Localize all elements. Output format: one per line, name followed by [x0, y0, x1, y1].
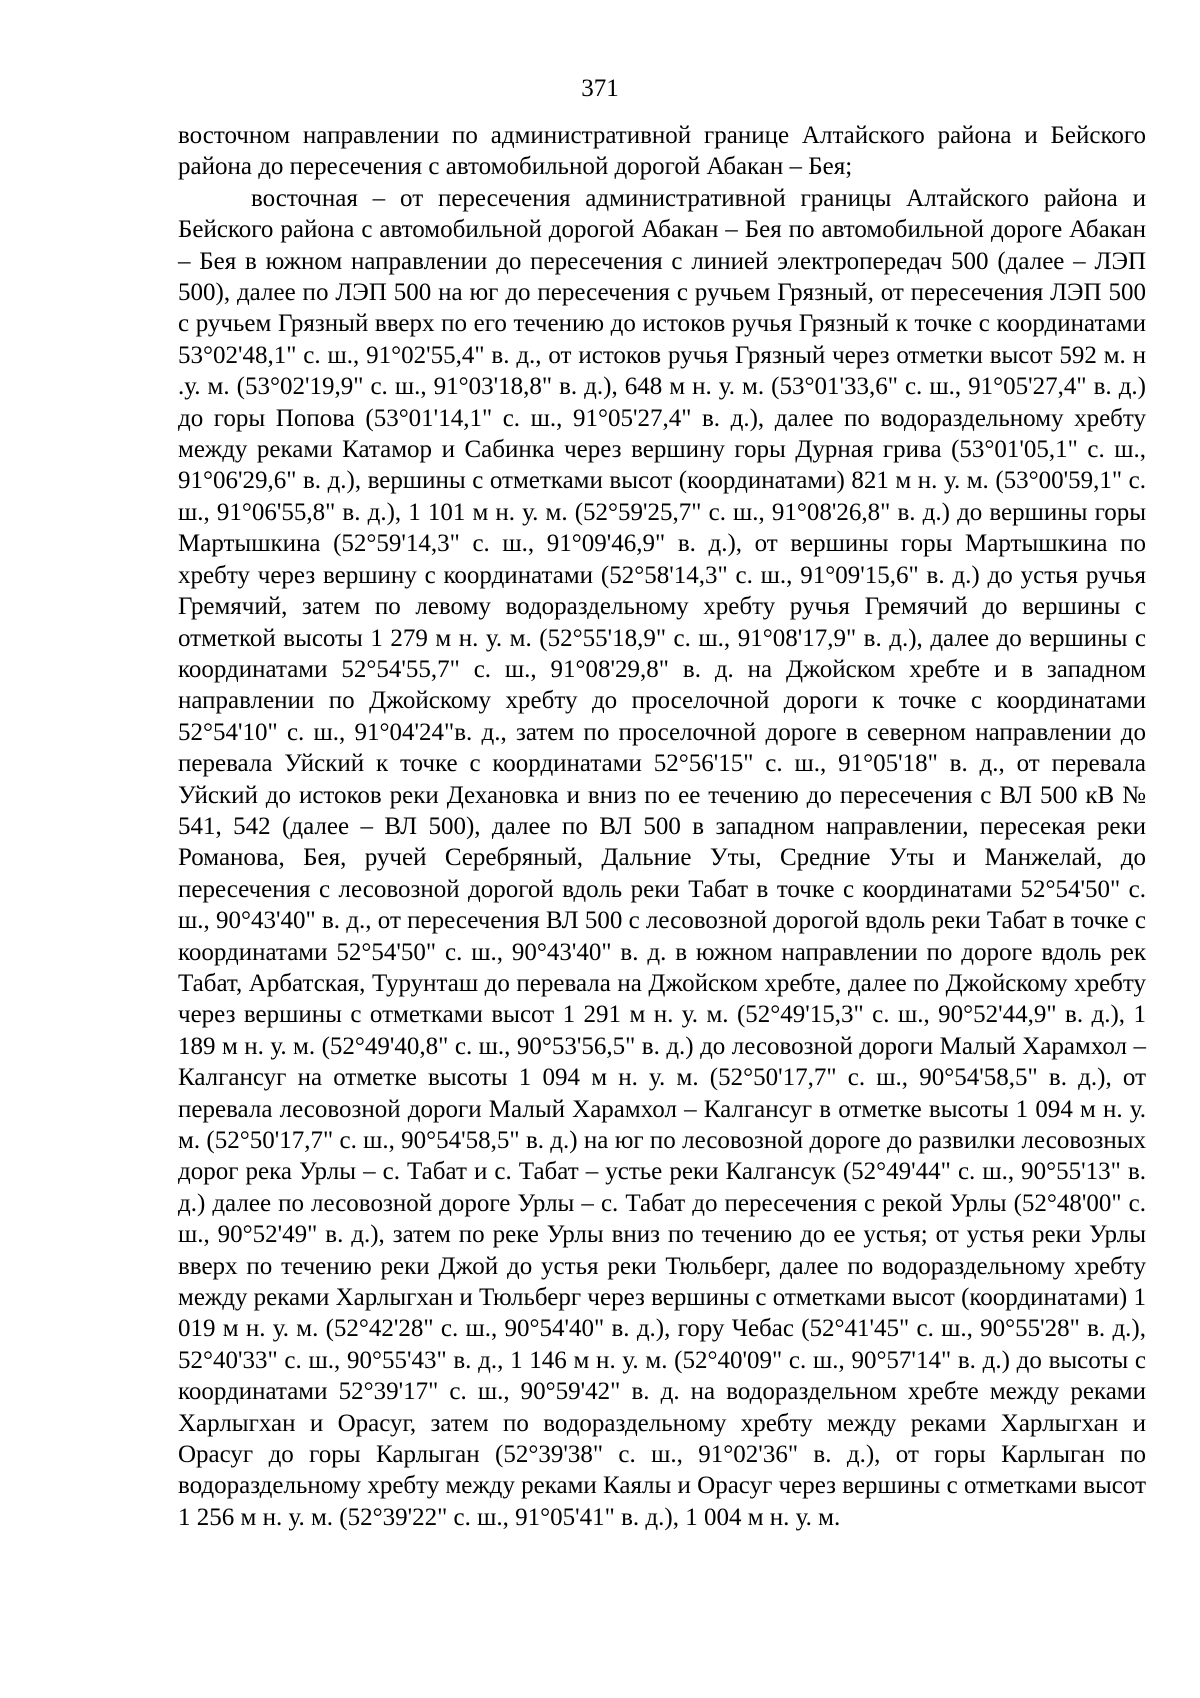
page-number: 371 [581, 75, 619, 102]
paragraph-eastern-boundary: восточная – от пересечения административной границы Алтайского района и Бейского района с автомобильной дорогой Абакан – Бея по автомобильной дороге Абакан – Бея в южном направлении до пересечения с линией электропередач 500 (далее – ЛЭП 500), далее по ЛЭП 500 на юг до пересечения с ручьем Грязный, от пересечения ЛЭП 500 с ручьем Грязный вверх по его течению до истоков ручья Грязный к точке с координатами 53°02'48,1" с. ш., 91°02'55,4" в. д., от истоков ручья Грязный через отметки высот 592 м. н .у. м. (53°02'19,9" с. ш., 91°03'18,8" в. д.), 648 м н. у. м. (53°01'33,6" с. ш., 91°05'27,4" в. д.) до горы Попова (53°01'14,1" с. ш., 91°05'27,4" в. д.), далее по водораздельному хребту между реками Катамор и Сабинка через вершину горы Дурная грива (53°01'05,1" с. ш., 91°06'29,6" в. д.), вершины с отметками высот (координатами) 821 м н. у. м. (53°00'59,1" с. ш., 91°06'55,8" в. д.), 1 101 м н. у. м. (52°59'25,7" с. ш., 91°08'26,8" в. д.) до вершины горы Мартышкина (52°59'14,3" с. ш., 91°09'46,9" в. д.), от вершины горы Мартышкина по хребту через вершину с координатами (52°58'14,3" с. ш., 91°09'15,6" в. д.) до устья ручья Гремячий, затем по левому водораздельному хребту ручья Гремячий до вершины с отметкой высоты 1 279 м н. у. м. (52°55'18,9" с. ш., 91°08'17,9" в. д.), далее до вершины с координатами 52°54'55,7" с. ш., 91°08'29,8" в. д. на Джойском хребте и в западном направлении по Джойскому хребту до проселочной дороги к точке с координатами 52°54'10" с. ш., 91°04'24"в. д., затем по проселочной дороге в северном направлении до перевала Уйский к точке с координатами 52°56'15" с. ш., 91°05'18" в. д., от перевала Уйский до истоков реки Дехановка и вниз по ее течению до пересечения с ВЛ 500 кВ № 541, 542 (далее – ВЛ 500), далее по ВЛ 500 в западном направлении, пересекая реки Романова, Бея, ручей Серебряный, Дальние Уты, Средние Уты и Манжелай, до пересечения с лесовозной дорогой вдоль реки Табат в точке с координатами 52°54'50" с. ш., 90°43'40" в. д., от пересечения ВЛ 500 с лесовозной дорогой вдоль реки Табат в точке с координатами 52°54'50" с. ш., 90°43'40" в. д. в южном направлении по дороге вдоль рек Табат, Арбатская, Турунташ до перевала на Джойском хребте, далее по Джойскому хребту через вершины с отметками высот 1 291 м н. у. м. (52°49'15,3" с. ш., 90°52'44,9" в. д.), 1 189 м н. у. м. (52°49'40,8" с. ш., 90°53'56,5" в. д.) до лесовозной дороги Малый Харамхол – Калгансуг на отметке высоты 1 094 м н. у. м. (52°50'17,7" с. ш., 90°54'58,5" в. д.), от перевала лесовозной дороги Малый Харамхол – Калгансуг в отметке высоты 1 094 м н. у. м. (52°50'17,7" с. ш., 90°54'58,5" в. д.) на юг по лесовозной дороге до развилки лесовозных дорог река Урлы – с. Табат и с. Табат – устье реки Калгансук (52°49'44" с. ш., 90°55'13" в. д.) далее по лесовозной дороге Урлы – с. Табат до пересечения с рекой Урлы (52°48'00" с. ш., 90°52'49" в. д.), затем по реке Урлы вниз по течению до ее устья; от устья реки Урлы вверх по течению реки Джой до устья реки Тюльберг, далее по водораздельному хребту между реками Харлыгхан и Тюльберг через вершины с отметками высот (координатами) 1 019 м н. у. м. (52°42'28" с. ш., 90°54'40" в. д.), гору Чебас (52°41'45" с. ш., 90°55'28" в. д.), 52°40'33" с. ш., 90°55'43" в. д., 1 146 м н. у. м. (52°40'09" с. ш., 90°57'14" в. д.) до высоты с координатами 52°39'17" с. ш., 90°59'42" в. д. на водораздельном хребте между реками Харлыгхан и Орасуг, затем по водораздельному хребту между реками Харлыгхан и Орасуг до горы Карлыган (52°39'38" с. ш., 91°02'36" в. д.), от горы Карлыган по водораздельному хребту между реками Каялы и Орасуг через вершины с отметками высот 1 256 м н. у. м. (52°39'22" с. ш., 91°05'41" в. д.), 1 004 м н. у. м. [178, 184, 1146, 1531]
paragraph-continuation: восточном направлении по административной границе Алтайского района и Бейского района до пересечения с автомобильной дорогой Абакан – Бея; [178, 122, 1146, 181]
document-body [178, 120, 1146, 1533]
